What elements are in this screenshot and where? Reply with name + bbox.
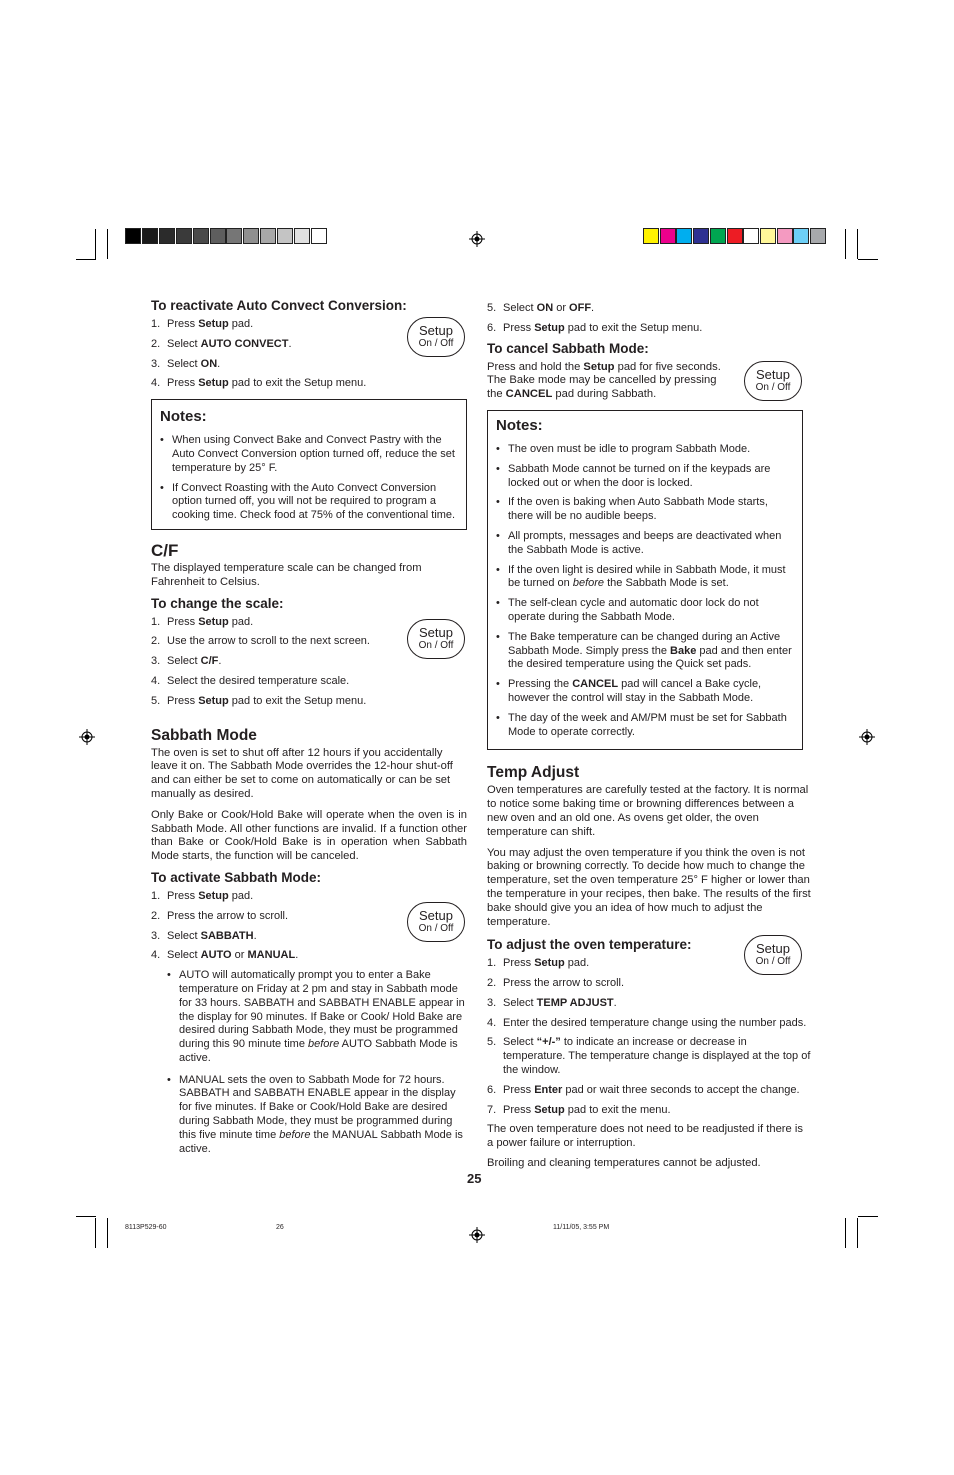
list-item: • Sabbath Mode cannot be turned on if the keypads are locked out or when the door is locked. — [496, 463, 792, 491]
list-item: • AUTO will automatically prompt you to enter a Bake temperature on Friday at 2 pm and stay in Sabbath mode for 33 hours. SABBATH and SABBATH ENABLE appear in the display for 90 minutes. If Bake or Cook/ Hold Bake are desired during Sabbath Mode, they must be programmed during this 90 minute time before AUTO Sabbath Mode is active. — [167, 969, 467, 1066]
color-swatch — [660, 228, 676, 244]
list-item: • If Convect Roasting with the Auto Convect Conversion option turned off, you will not be required to program a cooking time. Check food at 75% of the conventional time. — [160, 482, 456, 523]
cf-heading: C/F — [151, 540, 179, 560]
color-swatch — [643, 228, 659, 244]
footer-page: 26 — [276, 1224, 284, 1231]
gray-swatch — [311, 228, 327, 244]
gray-swatch — [159, 228, 175, 244]
registration-mark-icon — [469, 231, 485, 247]
crop-mark — [857, 1218, 858, 1248]
crop-mark — [858, 1216, 878, 1217]
crop-mark — [76, 259, 96, 260]
crop-mark — [107, 229, 108, 259]
paragraph: The oven is set to shut off after 12 hours if you accidentally leave it on. The Sabbath Mode overrides the 12-hour shut-off and can either be set to come on automatically or can be set manually as desired. — [151, 746, 453, 800]
list-item: 1. Press Setup pad. — [487, 957, 590, 970]
list-item: 3. Select ON. — [151, 357, 221, 370]
list-item: • When using Convect Bake and Convect Pastry with the Auto Convect Conversion option turned off, reduce the set temperature by 25° F. — [160, 434, 456, 475]
registration-mark-icon — [79, 729, 95, 745]
footer-job-id: 8113P529-60 — [125, 1224, 167, 1231]
crop-mark — [845, 229, 846, 259]
crop-mark — [95, 229, 96, 259]
color-swatch — [710, 228, 726, 244]
page-number: 25 — [467, 1171, 482, 1186]
list-item: 2. Press the arrow to scroll. — [487, 977, 625, 990]
color-swatch — [676, 228, 692, 244]
list-item: 4. Select the desired temperature scale. — [151, 674, 350, 687]
gray-swatch — [294, 228, 310, 244]
section-heading: To adjust the oven temperature: — [487, 937, 692, 953]
crop-mark — [845, 1218, 846, 1248]
gray-swatch — [260, 228, 276, 244]
gray-swatch — [277, 228, 293, 244]
step-list — [487, 302, 811, 336]
list-item: 5. Press Setup pad to exit the Setup menu. — [151, 694, 367, 707]
crop-mark — [858, 259, 878, 260]
list-item: 2. Press the arrow to scroll. — [151, 909, 289, 922]
paragraph: The oven temperature does not need to be readjusted if there is a power failure or interruption. — [487, 1123, 803, 1150]
list-item: 4. Press Setup pad to exit the Setup menu. — [151, 377, 367, 390]
setup-button[interactable]: Setup On / Off — [744, 361, 802, 401]
list-item: 6. Press Enter pad or wait three seconds to accept the change. — [487, 1083, 800, 1096]
sabbath-heading: Sabbath Mode — [151, 726, 257, 744]
gray-swatch — [226, 228, 242, 244]
gray-swatch — [125, 228, 141, 244]
crop-mark — [76, 1216, 96, 1217]
paragraph: Only Bake or Cook/Hold Bake will operate when the oven is in Sabbath Mode. All other functions are invalid. If a function other than Bake or Cook/Hold Bake is in operation when Sabbath Mode starts, the function will be canceled. — [151, 808, 467, 863]
registration-mark-icon — [469, 1227, 485, 1243]
notes-list — [496, 443, 792, 739]
color-swatch — [793, 228, 809, 244]
paragraph: Press and hold the Setup pad for five seconds. The Bake mode may be cancelled by pressing the CANCEL pad during Sabbath. — [487, 360, 721, 401]
list-item: 1. Press Setup pad. — [151, 889, 254, 902]
paragraph: You may adjust the oven temperature if you think the oven is not baking or browning correctly. To decide how much to change the temperature, set the oven temperature 25° F higher or lower than the temperature in your recipes, then bake. The results of the first bake should give you an idea of how much to adjust the temperature. — [487, 846, 811, 928]
notes-box — [151, 399, 467, 530]
section-heading: To reactivate Auto Convect Conversion: — [151, 298, 407, 313]
list-item: • The Bake temperature can be changed during an Active Sabbath Mode. Simply press the Bake pad and then enter the desired temperature using the Quick set pads. — [496, 631, 792, 672]
crop-mark — [107, 1218, 108, 1248]
setup-button[interactable]: Setup On / Off — [407, 902, 465, 942]
paragraph: Oven temperatures are carefully tested at the factory. It is normal to notice some baking time or browning differences between a new oven and an old one. As ovens get older, the oven temperature can shift. — [487, 784, 809, 838]
notes-heading: Notes: — [496, 416, 543, 434]
list-item: 6. Press Setup pad to exit the Setup menu. — [487, 321, 703, 334]
setup-button[interactable]: Setup On / Off — [407, 619, 465, 659]
step-list — [487, 957, 811, 1117]
list-item: 5. Select “+/-” to indicate an increase or decrease in temperature. The temperature change is displayed at the top of the window. — [487, 1036, 811, 1077]
color-swatch — [760, 228, 776, 244]
list-item: • If the oven light is desired while in Sabbath Mode, it must be turned on before the Sabbath Mode is set. — [496, 564, 792, 592]
list-item: 3. Select SABBATH. — [151, 929, 257, 942]
section-heading: To cancel Sabbath Mode: — [487, 340, 649, 356]
list-item: 4. Select AUTO or MANUAL. — [151, 949, 299, 962]
list-item: • The oven must be idle to program Sabbath Mode. — [496, 443, 792, 457]
section-heading: To change the scale: — [151, 595, 284, 611]
list-item: • If the oven is baking when Auto Sabbath Mode starts, there will be no audible beeps. — [496, 496, 792, 524]
list-item: 3. Select TEMP ADJUST. — [487, 996, 617, 1009]
paragraph: The displayed temperature scale can be changed from Fahrenheit to Celsius. — [151, 561, 422, 588]
list-item: 1. Press Setup pad. — [151, 318, 254, 330]
gray-swatch — [176, 228, 192, 244]
list-item: 5. Select ON or OFF. — [487, 302, 595, 314]
list-item: • The self-clean cycle and automatic door lock do not operate during the Sabbath Mode. — [496, 597, 792, 625]
crop-mark — [857, 229, 858, 259]
section-heading: To activate Sabbath Mode: — [151, 869, 322, 885]
list-item: • All prompts, messages and beeps are deactivated when the Sabbath Mode is active. — [496, 530, 792, 558]
color-swatch — [727, 228, 743, 244]
gray-swatch — [243, 228, 259, 244]
list-item: • MANUAL sets the oven to Sabbath Mode for 72 hours. SABBATH and SABBATH ENABLE appear in the display for five minutes. If Bake or Cook/Hold Bake are desired during Sabbath Mode, they must be programmed during this five minute time before the MANUAL Sabbath Mode is active. — [167, 1074, 467, 1157]
gray-swatch — [210, 228, 226, 244]
list-item: 1. Press Setup pad. — [151, 615, 254, 628]
list-item: 2. Use the arrow to scroll to the next screen. — [151, 635, 370, 648]
color-swatch — [810, 228, 826, 244]
gray-swatch — [193, 228, 209, 244]
left-column — [151, 298, 467, 1162]
temp-adjust-heading: Temp Adjust — [487, 764, 580, 782]
paragraph: Broiling and cleaning temperatures cannot be adjusted. — [487, 1157, 761, 1170]
registration-mark-icon — [859, 729, 875, 745]
list-item: 3. Select C/F. — [151, 655, 222, 668]
color-swatch — [777, 228, 793, 244]
setup-button[interactable]: Setup On / Off — [744, 935, 802, 975]
setup-button[interactable]: Setup On / Off — [407, 317, 465, 357]
right-column — [487, 302, 811, 1177]
color-swatch — [743, 228, 759, 244]
notes-heading: Notes: — [160, 408, 207, 426]
list-item: • Pressing the CANCEL pad will cancel a Bake cycle, however the control will stay in the Sabbath Mode. — [496, 678, 792, 706]
list-item: • The day of the week and AM/PM must be set for Sabbath Mode to operate correctly. — [496, 712, 792, 740]
list-item: 4. Enter the desired temperature change using the number pads. — [487, 1016, 807, 1029]
gray-swatch — [142, 228, 158, 244]
crop-mark — [95, 1218, 96, 1248]
list-item: 7. Press Setup pad to exit the menu. — [487, 1103, 671, 1116]
footer-date: 11/11/05, 3:55 PM — [553, 1224, 610, 1231]
notes-box — [487, 410, 803, 750]
list-item: 2. Select AUTO CONVECT. — [151, 337, 292, 350]
color-swatch — [693, 228, 709, 244]
